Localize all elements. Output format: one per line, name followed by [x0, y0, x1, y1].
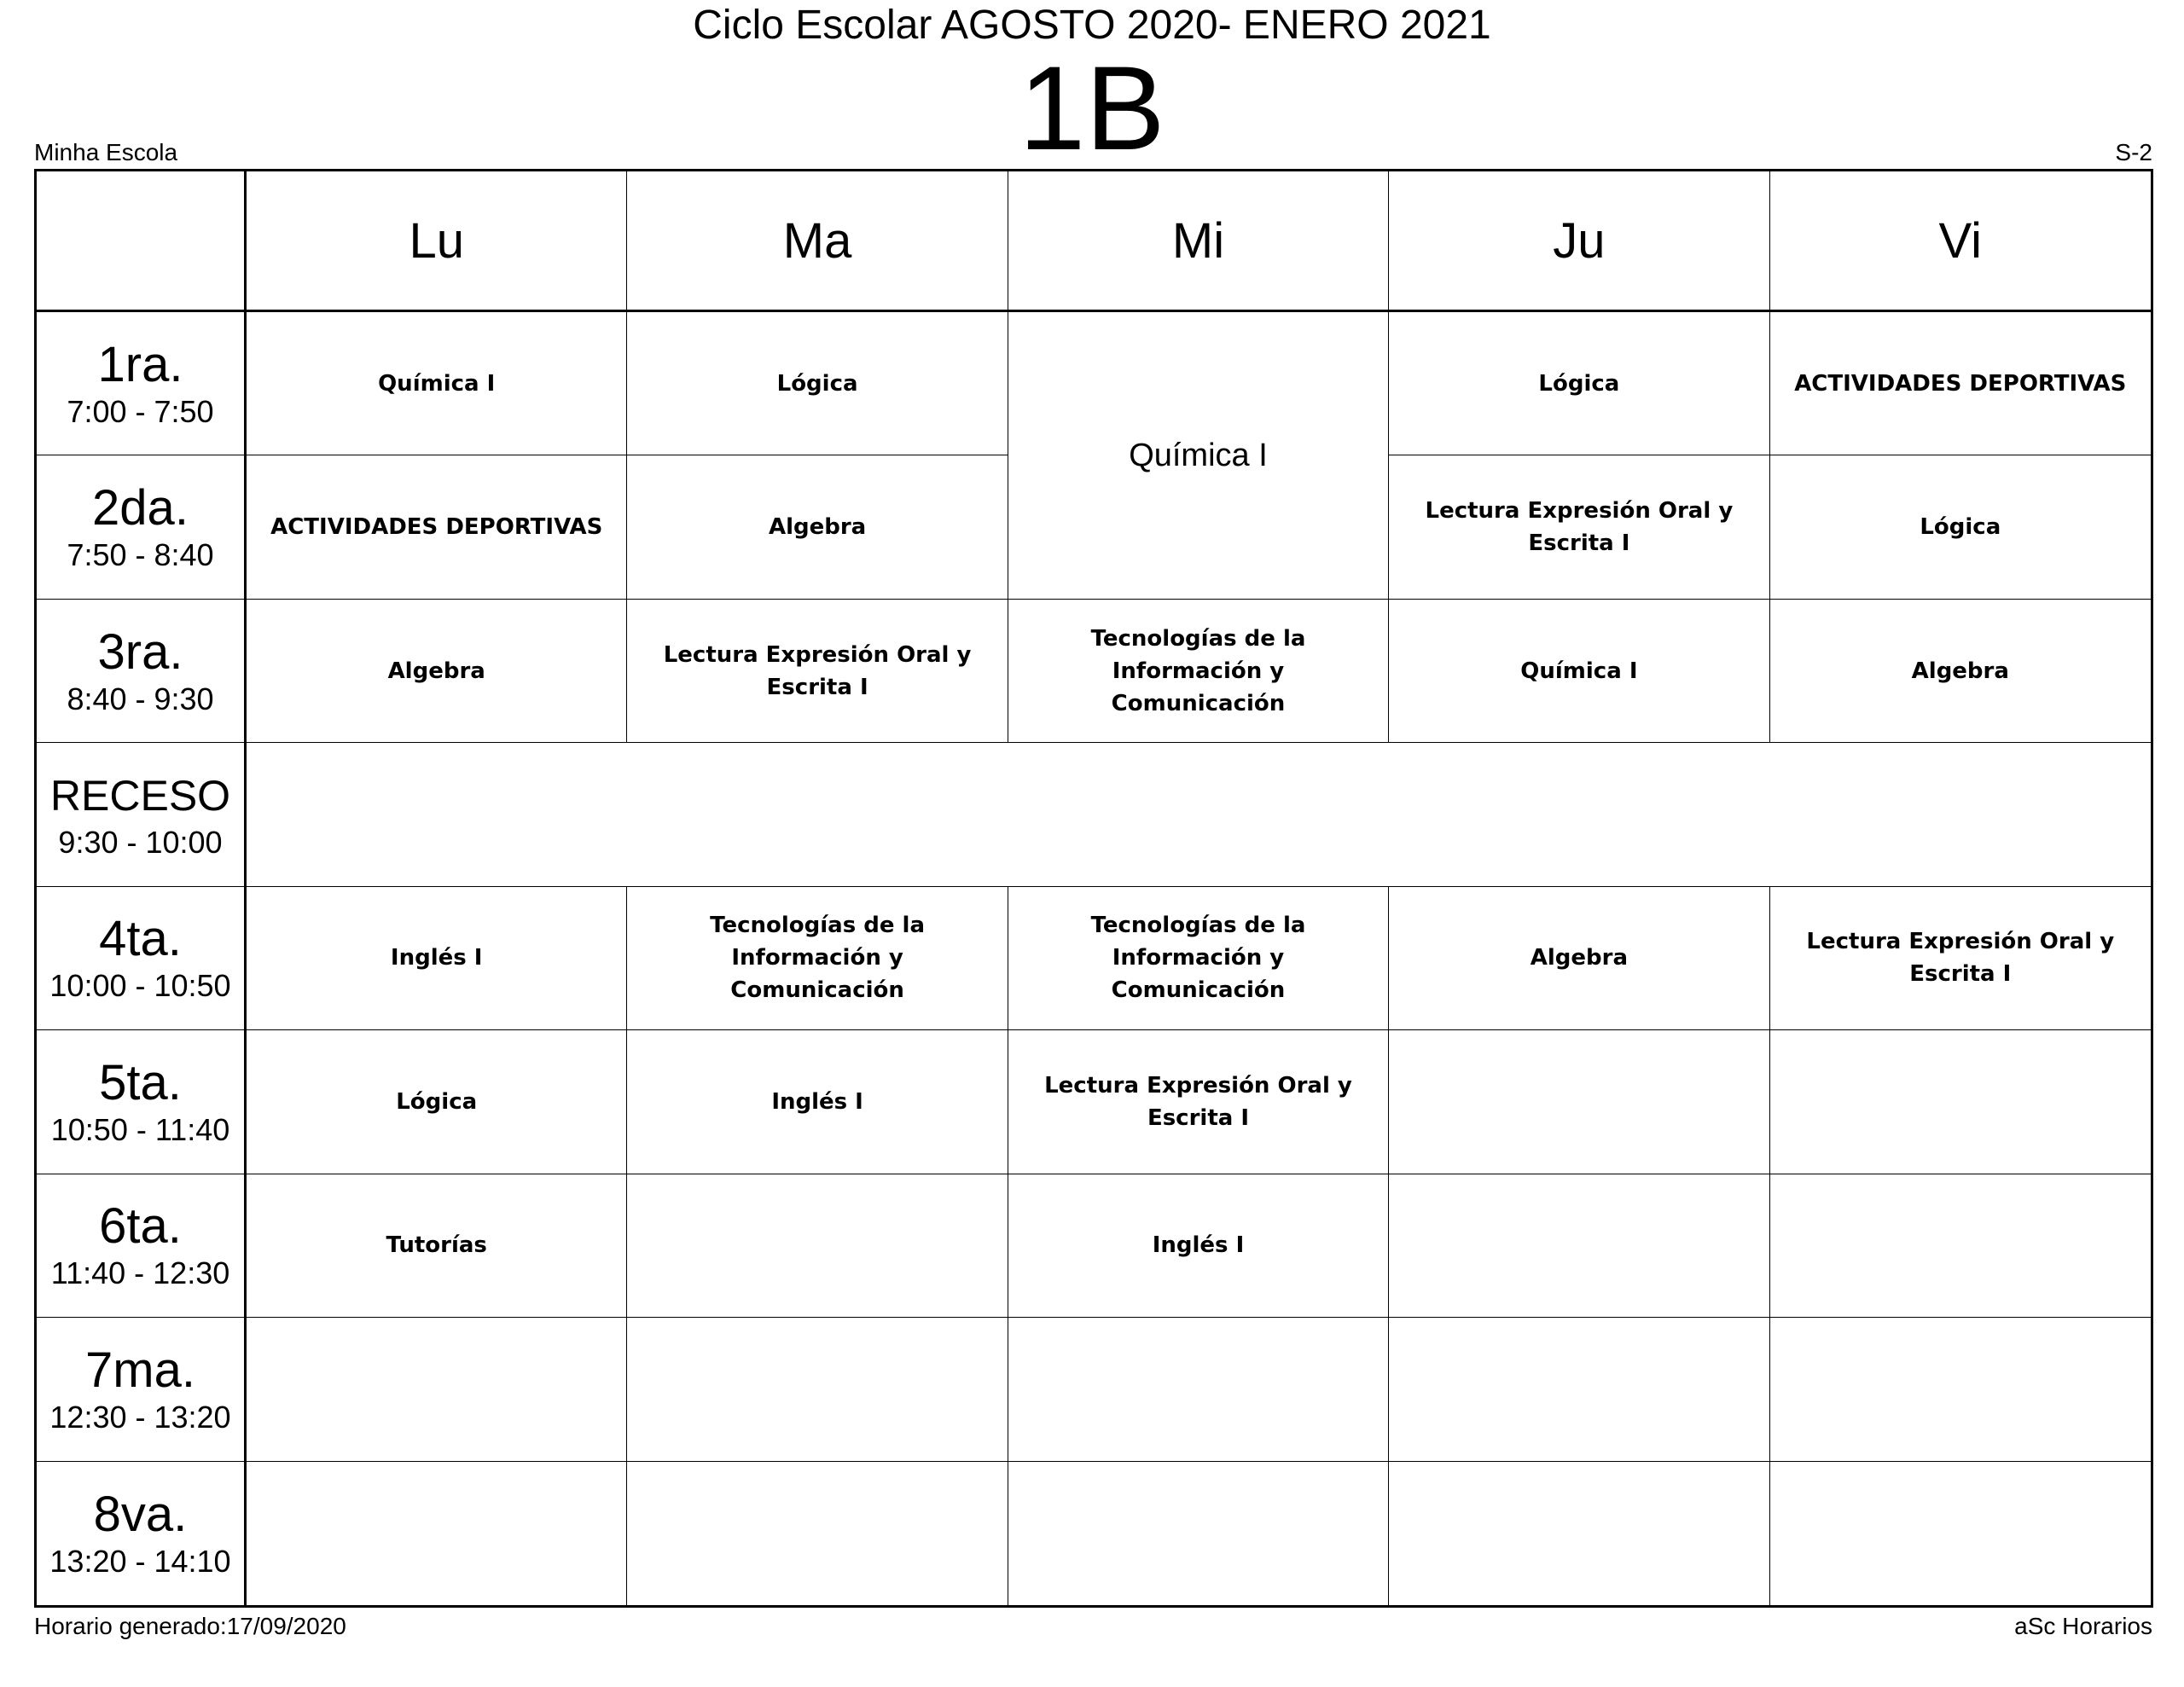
period-2: [37, 455, 247, 599]
lesson-cell: Lógica: [247, 1030, 627, 1174]
lesson-cell-double: Química I: [1008, 312, 1389, 600]
period-name: 5ta.: [99, 1054, 182, 1110]
empty-cell: [1770, 1174, 2151, 1318]
software-name: aSc Horarios: [2014, 1613, 2152, 1639]
period-name: 8va.: [93, 1486, 188, 1542]
period-name: 3ra.: [97, 623, 183, 680]
period-time: 11:40 - 12:30: [50, 1255, 230, 1291]
lesson-cell: Química I: [247, 312, 627, 455]
period-time: 10:00 - 10:50: [49, 968, 231, 1004]
period-time: 7:00 - 7:50: [67, 393, 214, 429]
schedule-code: S-2: [2115, 139, 2152, 165]
empty-cell: [1389, 1030, 1769, 1174]
period-1: [37, 312, 247, 455]
lesson-cell: Lectura Expresión Oral y Escrita I: [627, 600, 1008, 743]
empty-cell: [627, 1174, 1008, 1318]
period-name: 1ra.: [97, 336, 183, 392]
period-8: [37, 1462, 247, 1605]
lesson-cell: Inglés I: [247, 887, 627, 1030]
empty-cell: [1770, 1318, 2151, 1461]
period-name: 6ta.: [99, 1198, 182, 1255]
period-name: 2da.: [92, 480, 189, 536]
day-header-lu: Lu: [247, 171, 627, 312]
lesson-cell: ACTIVIDADES DEPORTIVAS: [247, 455, 627, 599]
day-header-ma: Ma: [627, 171, 1008, 312]
period-time: 12:30 - 13:20: [49, 1399, 231, 1435]
lesson-cell: Lógica: [1389, 312, 1769, 455]
school-name: Minha Escola: [34, 139, 178, 165]
day-header-vi: Vi: [1770, 171, 2151, 312]
day-header-ju: Ju: [1389, 171, 1769, 312]
lesson-cell: Lógica: [627, 312, 1008, 455]
period-time: 7:50 - 8:40: [67, 537, 214, 573]
period-time: 10:50 - 11:40: [50, 1111, 230, 1147]
period-4: [37, 887, 247, 1030]
period-time: 9:30 - 10:00: [58, 825, 223, 861]
empty-cell: [1770, 1462, 2151, 1605]
lesson-cell: Tecnologías de la Información y Comunicación: [1008, 600, 1389, 743]
lesson-cell: Lectura Expresión Oral y Escrita I: [1770, 887, 2151, 1030]
lesson-cell: Lectura Expresión Oral y Escrita I: [1008, 1030, 1389, 1174]
lesson-cell: Algebra: [627, 455, 1008, 599]
period-7: [37, 1318, 247, 1461]
lesson-cell: Inglés I: [627, 1030, 1008, 1174]
schedule-title: Ciclo Escolar AGOSTO 2020- ENERO 2021: [693, 3, 1491, 48]
period-name: RECESO: [49, 772, 231, 820]
lesson-cell: Tecnologías de la Información y Comunicación: [1008, 887, 1389, 1030]
lesson-cell: Química I: [1389, 600, 1769, 743]
empty-cell: [247, 1462, 627, 1605]
empty-cell: [1389, 1462, 1769, 1605]
period-5: [37, 1030, 247, 1174]
lesson-cell: Tecnologías de la Información y Comunicación: [627, 887, 1008, 1030]
empty-cell: [1389, 1174, 1769, 1318]
period-receso: [37, 743, 247, 886]
empty-cell: [627, 1318, 1008, 1461]
period-time: 8:40 - 9:30: [67, 681, 214, 716]
empty-cell: [1008, 1318, 1389, 1461]
empty-cell: [247, 1318, 627, 1461]
lesson-cell: ACTIVIDADES DEPORTIVAS: [1770, 312, 2151, 455]
period-6: [37, 1174, 247, 1318]
lesson-cell: Algebra: [1770, 600, 2151, 743]
period-name: 4ta.: [99, 911, 182, 967]
recess-cell: [247, 743, 2151, 886]
class-name: 1B: [1019, 41, 1165, 175]
lesson-cell: Inglés I: [1008, 1174, 1389, 1318]
lesson-cell: Algebra: [1389, 887, 1769, 1030]
lesson-cell: Tutorías: [247, 1174, 627, 1318]
empty-cell: [1770, 1030, 2151, 1174]
period-time: 13:20 - 14:10: [49, 1543, 231, 1579]
timetable-grid: [34, 169, 2153, 1608]
period-name: 7ma.: [85, 1342, 195, 1398]
empty-cell: [1389, 1318, 1769, 1461]
day-header-mi: Mi: [1008, 171, 1389, 312]
lesson-cell: Lógica: [1770, 455, 2151, 599]
corner-cell: [37, 171, 247, 312]
lesson-cell: Lectura Expresión Oral y Escrita I: [1389, 455, 1769, 599]
lesson-cell: Algebra: [247, 600, 627, 743]
period-3: [37, 600, 247, 743]
generated-date: Horario generado:17/09/2020: [34, 1613, 346, 1639]
empty-cell: [627, 1462, 1008, 1605]
empty-cell: [1008, 1462, 1389, 1605]
